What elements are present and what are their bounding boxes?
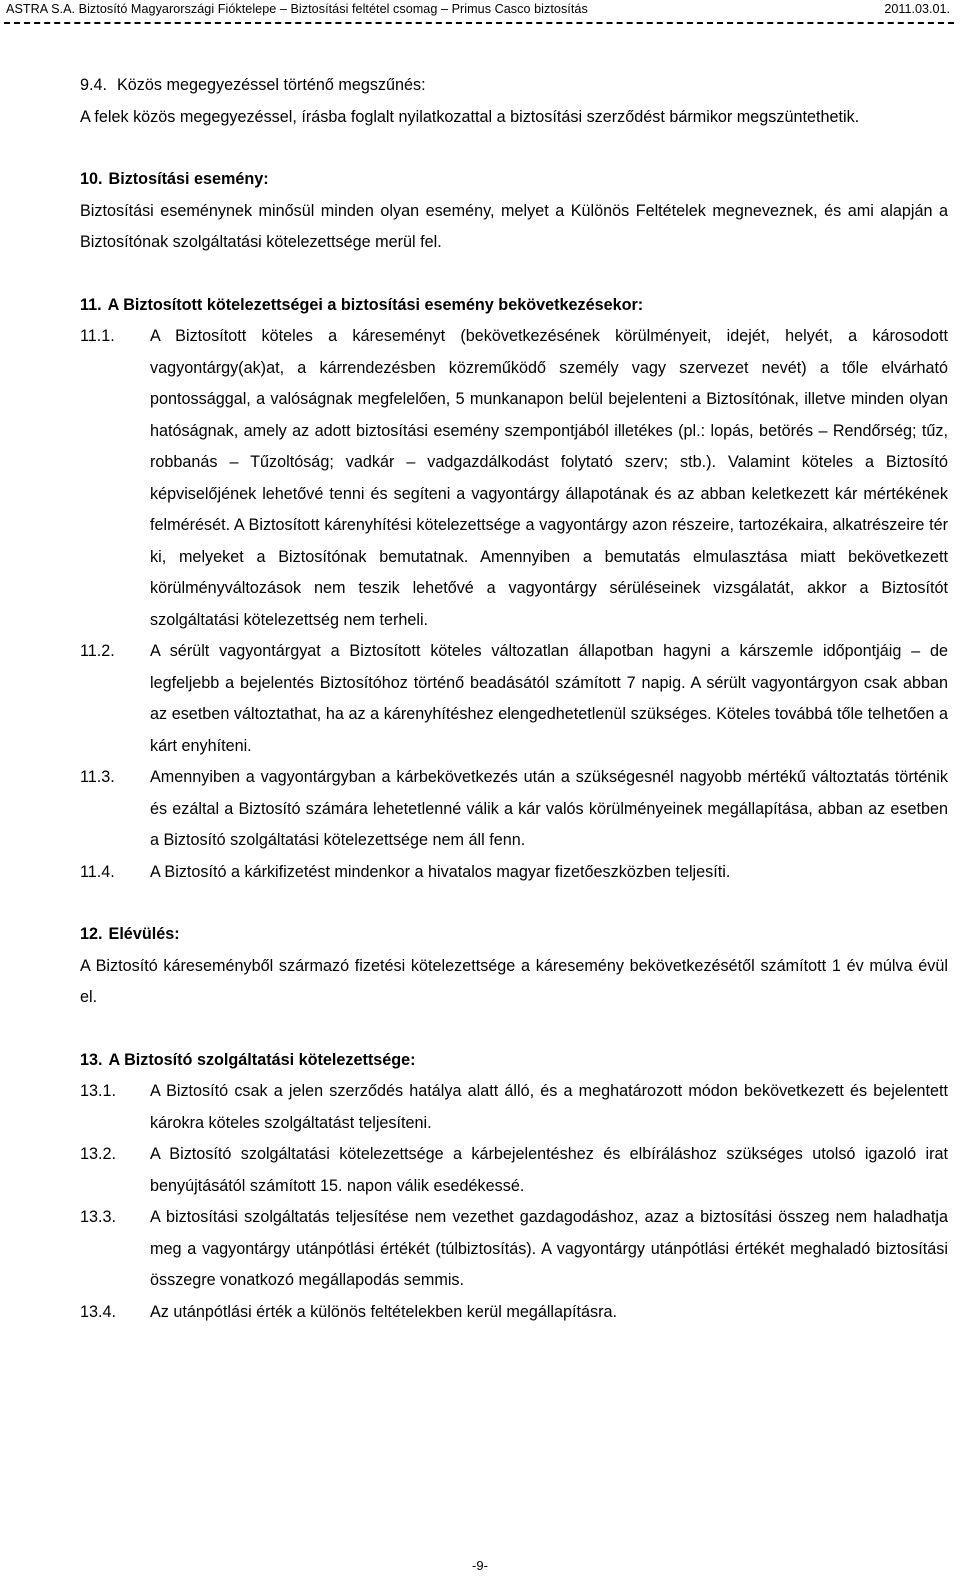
section-13 <box>80 1045 948 1329</box>
section-title: Elévülés: <box>108 925 180 943</box>
section-11 <box>80 290 948 889</box>
list-item <box>80 636 948 762</box>
item-text: A sérült vagyontárgyat a Biztosított köteles változatlan állapotban hagyni a kárszemle időpontjáig – de legfeljebb a bejelentés Biztosítóhoz történő beadásától számított 7 napig. A sérült vagyontárgyon csak abban az esetben változtathat, ha az a kárenyhítéshez elengedhetetlenül szükséges. Köteles továbbá tőle telhetően a kárt enyhíteni. <box>150 642 948 755</box>
section-body: A Biztosító káreseményből származó fizetési kötelezettsége a káresemény bekövetkezésétől számított 1 év múlva évül el. <box>80 956 948 1006</box>
item-text: Amennyiben a vagyontárgyban a kárbekövetkezés után a szükségesnél nagyobb mértékű változtatás történik és ezáltal a Biztosító számára lehetetlenné válik a kár valós körülményeinek megállapítása, abban az esetben a Biztosító szolgáltatási kötelezettsége nem áll fenn. <box>150 768 948 849</box>
section-heading <box>80 70 948 102</box>
page-number: -9- <box>472 1558 488 1573</box>
item-number: 13.4. <box>80 1302 117 1321</box>
section-title: A Biztosító szolgáltatási kötelezettsége: <box>108 1050 416 1069</box>
section-body: Biztosítási eseménynek minősül minden olyan esemény, melyet a Különös Feltételek megneveznek, és ami alapján a Biztosítónak szolgáltatási kötelezettsége merül fel. <box>80 201 948 251</box>
section-number: 10. <box>80 170 103 188</box>
header-date: 2011.03.01. <box>884 2 950 16</box>
item-text: A Biztosító a kárkifizetést mindenkor a hivatalos magyar fizetőeszközben teljesíti. <box>150 862 731 881</box>
section-number: 9.4. <box>80 76 108 94</box>
item-number: 11.4. <box>80 862 115 881</box>
section-12 <box>80 919 948 1014</box>
item-text: Az utánpótlási érték a különös feltételekben kerül megállapításra. <box>150 1302 618 1321</box>
item-text: A Biztosított köteles a káreseményt (bekövetkezésének körülményeit, idejét, helyét, a károsodott vagyontárgy(ak)at, a kárrendezésben közreműködő személy vagy szervezet nevét) a tőle elvárható pontossággal, a valóságnak megfelelően, 5 munkanapon belül bejelenteni a Biztosítónak, illetve minden olyan hatóságnak, amely az adott biztosítási esemény szempontjából illetékes (pl.: lopás, betörés – Rendőrség; tűz, robbanás – Tűzoltóság; vadkár – vadgazdálkodást folytató szerv; stb.). Valamint köteles a Biztosító képviselőjének lehetővé tenni és segíteni a vagyontárgy állapotának és az abban keletkezett kár mértékének felmérését. A Biztosított kárenyhítési kötelezettsége a vagyontárgy azon részeire, tartozékaira, alkatrészeire tér ki, melyeket a Biztosítónak bemutatnak. Amennyiben a bemutatás elmulasztása miatt bekövetkezett körülményváltozások nem teszik lehetővé a vagyontárgy sérüléseinek vizsgálatát, akkor a Biztosítót szolgáltatási kötelezettség nem terheli. <box>150 327 948 629</box>
spacer <box>80 259 948 290</box>
item-text: A Biztosító szolgáltatási kötelezettsége a kárbejelentéshez és elbíráláshoz szükséges utolsó igazoló irat benyújtásától számított 15. napon válik esedékessé. <box>150 1145 948 1195</box>
section-9-4 <box>80 70 948 133</box>
section-title: A Biztosított kötelezettségei a biztosítási esemény bekövetkezésekor: <box>107 295 644 314</box>
page-header <box>0 0 960 36</box>
item-number: 11.2. <box>80 642 115 660</box>
item-number: 11.3. <box>80 768 115 786</box>
section-title: Biztosítási esemény: <box>108 170 269 188</box>
section-number: 13. <box>80 1050 103 1069</box>
section-number: 12. <box>80 925 103 943</box>
item-text: A biztosítási szolgáltatás teljesítése nem vezethet gazdagodáshoz, azaz a biztosítási összeg nem haladhatja meg a vagyontárgy utánpótlási értékét (túlbiztosítás). A vagyontárgy utánpótlási értékét meghaladó biztosítási összegre vonatkozó megállapodás semmis. <box>150 1208 948 1289</box>
list-item <box>80 321 948 636</box>
section-title: Közös megegyezéssel történő megszűnés: <box>117 76 426 94</box>
section-heading <box>80 919 948 951</box>
section-10 <box>80 164 948 259</box>
header-title: ASTRA S.A. Biztosító Magyarországi Fióktelepe – Biztosítási feltétel csomag – Primus Casco biztosítás <box>6 2 588 16</box>
item-number: 13.1. <box>80 1082 117 1100</box>
list-item <box>80 857 948 889</box>
item-number: 13.3. <box>80 1208 117 1226</box>
item-number: 11.1. <box>80 327 115 345</box>
section-number: 11. <box>80 295 102 314</box>
list-item <box>80 762 948 857</box>
header-dashed-rule <box>4 22 954 24</box>
list-item <box>80 1202 948 1297</box>
section-body: A felek közös megegyezéssel, írásba foglalt nyilatkozattal a biztosítási szerződést bármikor megszüntethetik. <box>80 107 860 126</box>
spacer <box>80 888 948 919</box>
spacer <box>80 133 948 164</box>
item-text: A Biztosító csak a jelen szerződés hatálya alatt álló, és a meghatározott módon bekövetkezett és bejelentett károkra köteles szolgáltatást teljesíteni. <box>150 1082 948 1132</box>
list-item <box>80 1297 948 1329</box>
spacer <box>80 1014 948 1045</box>
list-item <box>80 1076 948 1139</box>
section-heading <box>80 164 948 196</box>
document-body <box>80 70 948 1328</box>
section-heading <box>80 1045 948 1077</box>
list-item <box>80 1139 948 1202</box>
item-number: 13.2. <box>80 1145 117 1163</box>
section-heading <box>80 290 948 322</box>
